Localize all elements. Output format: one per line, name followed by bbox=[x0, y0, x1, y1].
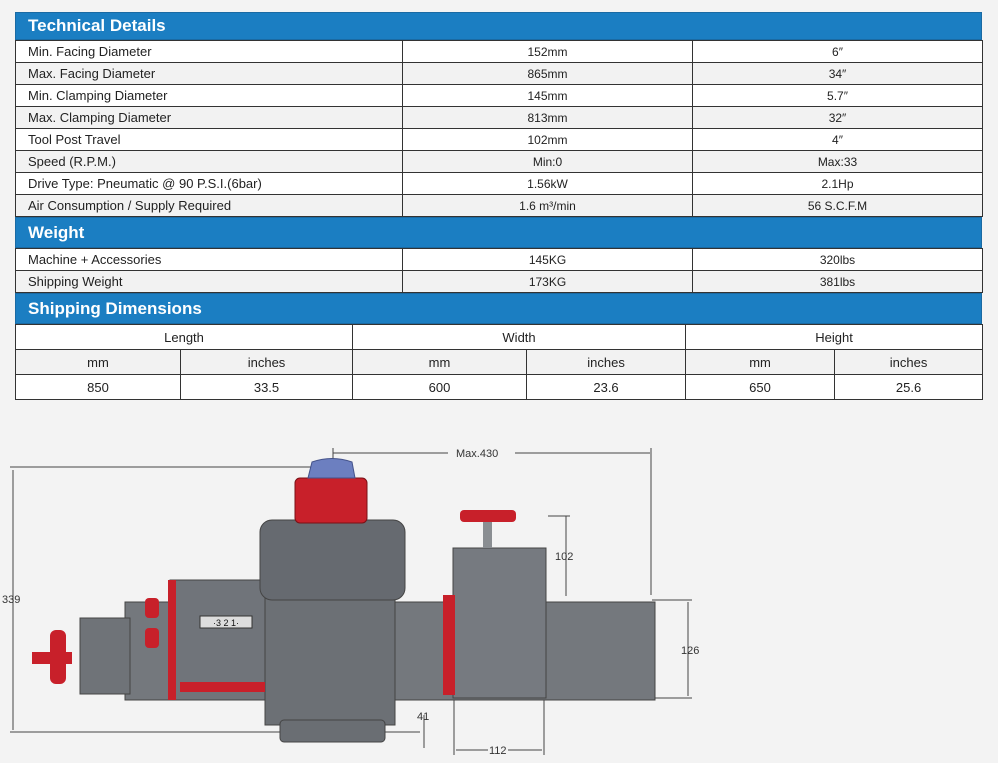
group-length: Length bbox=[16, 325, 353, 350]
weight-header: Weight bbox=[15, 217, 982, 248]
machine-drawing bbox=[0, 430, 700, 763]
cell-metric: 145mm bbox=[403, 85, 693, 107]
shipping-dimensions-table bbox=[15, 324, 983, 400]
cell-metric: 813mm bbox=[403, 107, 693, 129]
cell-metric: 152mm bbox=[403, 41, 693, 63]
cell-label: Shipping Weight bbox=[16, 271, 403, 293]
cell-metric: 102mm bbox=[403, 129, 693, 151]
cell-label: Max. Clamping Diameter bbox=[16, 107, 403, 129]
dial-label: ·3 2 1· bbox=[212, 618, 240, 628]
cell-label: Machine + Accessories bbox=[16, 249, 403, 271]
cell-imperial: 4″ bbox=[693, 129, 983, 151]
cell-metric: 1.6 m³/min bbox=[403, 195, 693, 217]
dim-base-offset: 41 bbox=[417, 711, 430, 723]
cell-label: Max. Facing Diameter bbox=[16, 63, 403, 85]
dimension-value: 33.5 bbox=[181, 375, 353, 400]
cell-label: Speed (R.P.M.) bbox=[16, 151, 403, 173]
cell-imperial: 5.7″ bbox=[693, 85, 983, 107]
cell-metric: 1.56kW bbox=[403, 173, 693, 195]
dim-tool-travel: 102 bbox=[555, 551, 574, 563]
cell-label: Min. Clamping Diameter bbox=[16, 85, 403, 107]
cell-imperial: 320lbs bbox=[693, 249, 983, 271]
cell-label: Tool Post Travel bbox=[16, 129, 403, 151]
technical-details-table bbox=[15, 40, 983, 217]
cell-label: Drive Type: Pneumatic @ 90 P.S.I.(6bar) bbox=[16, 173, 403, 195]
dimension-value: 600 bbox=[353, 375, 527, 400]
table-row bbox=[16, 129, 983, 151]
cell-imperial: 32″ bbox=[693, 107, 983, 129]
group-height: Height bbox=[686, 325, 983, 350]
cell-imperial: 34″ bbox=[693, 63, 983, 85]
cell-imperial: 381lbs bbox=[693, 271, 983, 293]
cell-imperial: 6″ bbox=[693, 41, 983, 63]
dim-rail-height: 126 bbox=[681, 645, 700, 657]
table-row bbox=[16, 63, 983, 85]
dimension-value: 25.6 bbox=[835, 375, 983, 400]
cell-metric: 865mm bbox=[403, 63, 693, 85]
table-row bbox=[16, 271, 983, 293]
spec-sheet bbox=[15, 12, 982, 400]
dimension-value: 850 bbox=[16, 375, 181, 400]
shipping-dimensions-header: Shipping Dimensions bbox=[15, 293, 982, 324]
unit-header: mm bbox=[686, 350, 835, 375]
table-row bbox=[16, 249, 983, 271]
dim-height: 339 bbox=[2, 594, 21, 606]
table-row bbox=[16, 41, 983, 63]
unit-header: inches bbox=[181, 350, 353, 375]
dimension-value: 23.6 bbox=[527, 375, 686, 400]
unit-header: mm bbox=[353, 350, 527, 375]
table-row bbox=[16, 107, 983, 129]
table-row bbox=[16, 85, 983, 107]
table-row bbox=[16, 151, 983, 173]
weight-table bbox=[15, 248, 983, 293]
cell-label: Min. Facing Diameter bbox=[16, 41, 403, 63]
unit-header: inches bbox=[527, 350, 686, 375]
table-row bbox=[16, 195, 983, 217]
cell-metric: 173KG bbox=[403, 271, 693, 293]
machine-body bbox=[32, 459, 655, 743]
cell-imperial: 56 S.C.F.M bbox=[693, 195, 983, 217]
cell-imperial: Max:33 bbox=[693, 151, 983, 173]
group-width: Width bbox=[353, 325, 686, 350]
unit-header: inches bbox=[835, 350, 983, 375]
cell-metric: Min:0 bbox=[403, 151, 693, 173]
cell-imperial: 2.1Hp bbox=[693, 173, 983, 195]
cell-metric: 145KG bbox=[403, 249, 693, 271]
dim-post-width: 112 bbox=[489, 745, 507, 757]
dimension-value: 650 bbox=[686, 375, 835, 400]
dim-max-width: Max.430 bbox=[456, 448, 499, 460]
unit-header: mm bbox=[16, 350, 181, 375]
technical-details-header: Technical Details bbox=[15, 12, 982, 40]
cell-label: Air Consumption / Supply Required bbox=[16, 195, 403, 217]
table-row bbox=[16, 173, 983, 195]
